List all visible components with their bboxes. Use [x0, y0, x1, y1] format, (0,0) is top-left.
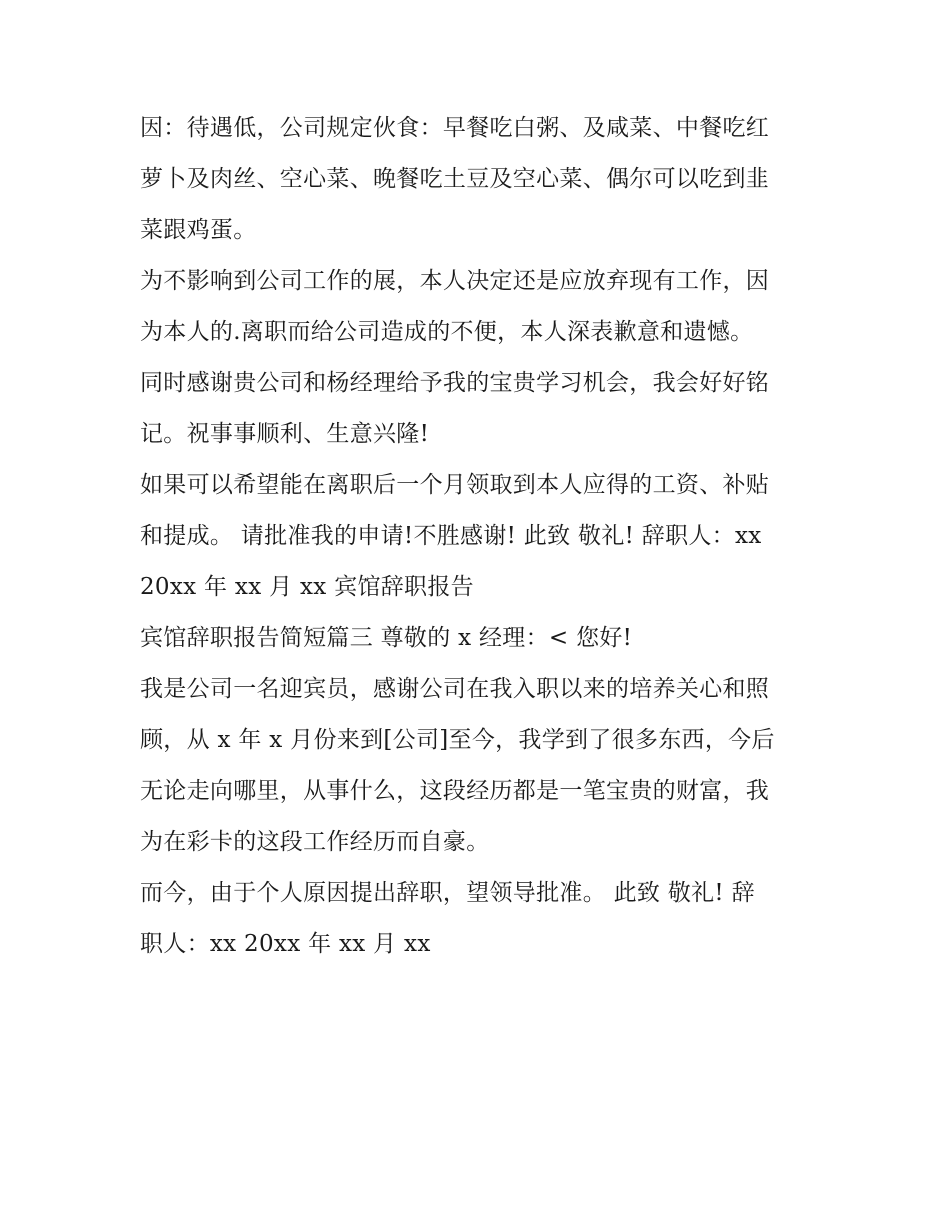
text-line: 同时感谢贵公司和杨经理给予我的宝贵学习机会，我会好好铭: [140, 370, 770, 396]
text-line: 20xx 年 xx 月 xx 宾馆辞职报告: [140, 574, 474, 600]
text-line: 宾馆辞职报告简短篇三 尊敬的 x 经理：< 您好!: [140, 625, 633, 651]
paragraph-decision: [140, 256, 820, 358]
paragraph-intro: [140, 664, 820, 868]
text-line: 因：待遇低，公司规定伙食：早餐吃白粥、及咸菜、中餐吃红: [140, 115, 770, 141]
text-line: 为不影响到公司工作的展，本人决定还是应放弃现有工作，因: [140, 268, 770, 294]
text-line: 无论走向哪里，从事什么，这段经历都是一笔宝贵的财富，我: [140, 778, 770, 804]
text-line: 和提成。 请批准我的申请!不胜感谢! 此致 敬礼! 辞职人：xx: [140, 523, 762, 549]
paragraph-request-signature: [140, 460, 820, 613]
paragraph-food-reason: [140, 103, 820, 256]
text-line: 为在彩卡的这段工作经历而自豪。: [140, 829, 490, 855]
text-line: 职人：xx 20xx 年 xx 月 xx: [140, 931, 431, 957]
text-line: 为本人的.离职而给公司造成的不便，本人深表歉意和遗憾。: [140, 319, 754, 345]
paragraph-section-heading: [140, 613, 820, 664]
paragraph-thanks: [140, 358, 820, 460]
text-line: 我是公司一名迎宾员，感谢公司在我入职以来的培养关心和照: [140, 676, 770, 702]
paragraph-closing-signature: [140, 868, 820, 970]
text-line: 萝卜及肉丝、空心菜、晚餐吃土豆及空心菜、偶尔可以吃到韭: [140, 166, 770, 192]
text-line: 记。祝事事顺利、生意兴隆!: [140, 421, 430, 447]
text-line: 菜跟鸡蛋。: [140, 217, 257, 243]
text-line: 如果可以希望能在离职后一个月领取到本人应得的工资、补贴: [140, 472, 770, 498]
document-body: [140, 103, 820, 970]
text-line: 而今，由于个人原因提出辞职，望领导批准。 此致 敬礼! 辞: [140, 880, 755, 906]
text-line: 顾，从 x 年 x 月份来到[公司]至今，我学到了很多东西，今后: [140, 727, 775, 753]
